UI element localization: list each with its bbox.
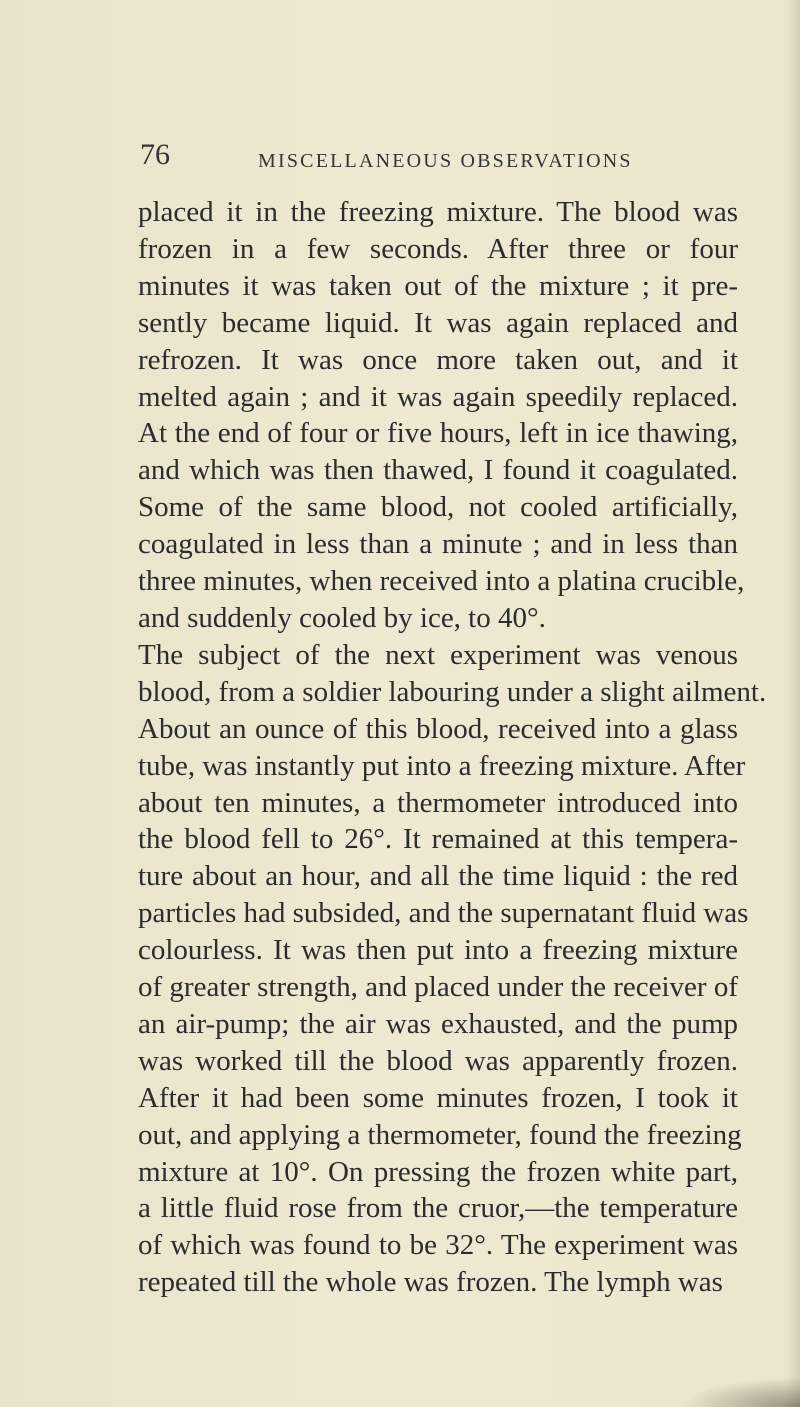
text-line: out, and applying a thermometer, found the freezing — [138, 1118, 742, 1151]
text-line: sently became liquid. It was again replaced and — [138, 306, 738, 339]
text-line: placed it in the freezing mixture. The blood was — [138, 196, 738, 228]
text-line: frozen in a few seconds. After three or four — [138, 232, 738, 265]
text-line: Some of the same blood, not cooled artificially, — [138, 491, 738, 524]
text-line: about ten minutes, a thermometer introduced into — [138, 786, 738, 819]
text-line: ture about an hour, and all the time liquid : the red — [138, 860, 738, 893]
text-line: blood, from a soldier labouring under a slight ailment. — [138, 675, 767, 708]
text-line: At the end of four or five hours, left in ice thawing, — [138, 417, 738, 450]
text-line: of greater strength, and placed under the receiver of — [138, 971, 738, 1004]
text-line: particles had subsided, and the supernatant fluid was — [138, 897, 749, 930]
text-line: After it had been some minutes frozen, I took it — [138, 1081, 738, 1114]
text-line: melted again ; and it was again speedily replaced. — [138, 380, 738, 413]
text-line: The subject of the next experiment was venous — [138, 638, 738, 671]
text-line: refrozen. It was once more taken out, and it — [138, 343, 738, 376]
text-line: an air-pump; the air was exhausted, and the pump — [138, 1007, 738, 1040]
text-line: of which was found to be 32°. The experiment was — [138, 1229, 738, 1262]
text-line: minutes it was taken out of the mixture ; it pre- — [138, 269, 738, 302]
text-line: repeated till the whole was frozen. The lymph was — [138, 1266, 723, 1299]
text-line: colourless. It was then put into a freezing mixture — [138, 934, 738, 967]
corner-shadow — [680, 1377, 800, 1407]
page-number: 76 — [140, 138, 170, 171]
text-line: tube, was instantly put into a freezing mixture. After — [138, 749, 746, 782]
text-line: was worked till the blood was apparently frozen. — [138, 1044, 738, 1077]
text-line: About an ounce of this blood, received into a glass — [138, 712, 738, 745]
text-line: and which was then thawed, I found it coagulated. — [138, 454, 738, 487]
text-line: and suddenly cooled by ice, to 40°. — [138, 601, 546, 634]
text-line: a little fluid rose from the cruor,—the temperature — [138, 1192, 738, 1225]
body-text — [138, 194, 767, 1301]
text-line: the blood fell to 26°. It remained at this tempera- — [138, 823, 738, 856]
text-line: coagulated in less than a minute ; and in less than — [138, 528, 738, 561]
text-line: mixture at 10°. On pressing the frozen white part, — [138, 1155, 738, 1188]
running-title: MISCELLANEOUS OBSERVATIONS — [258, 150, 633, 172]
page-edge-shadow — [786, 0, 800, 1407]
text-line: three minutes, when received into a platina crucible, — [138, 565, 745, 598]
